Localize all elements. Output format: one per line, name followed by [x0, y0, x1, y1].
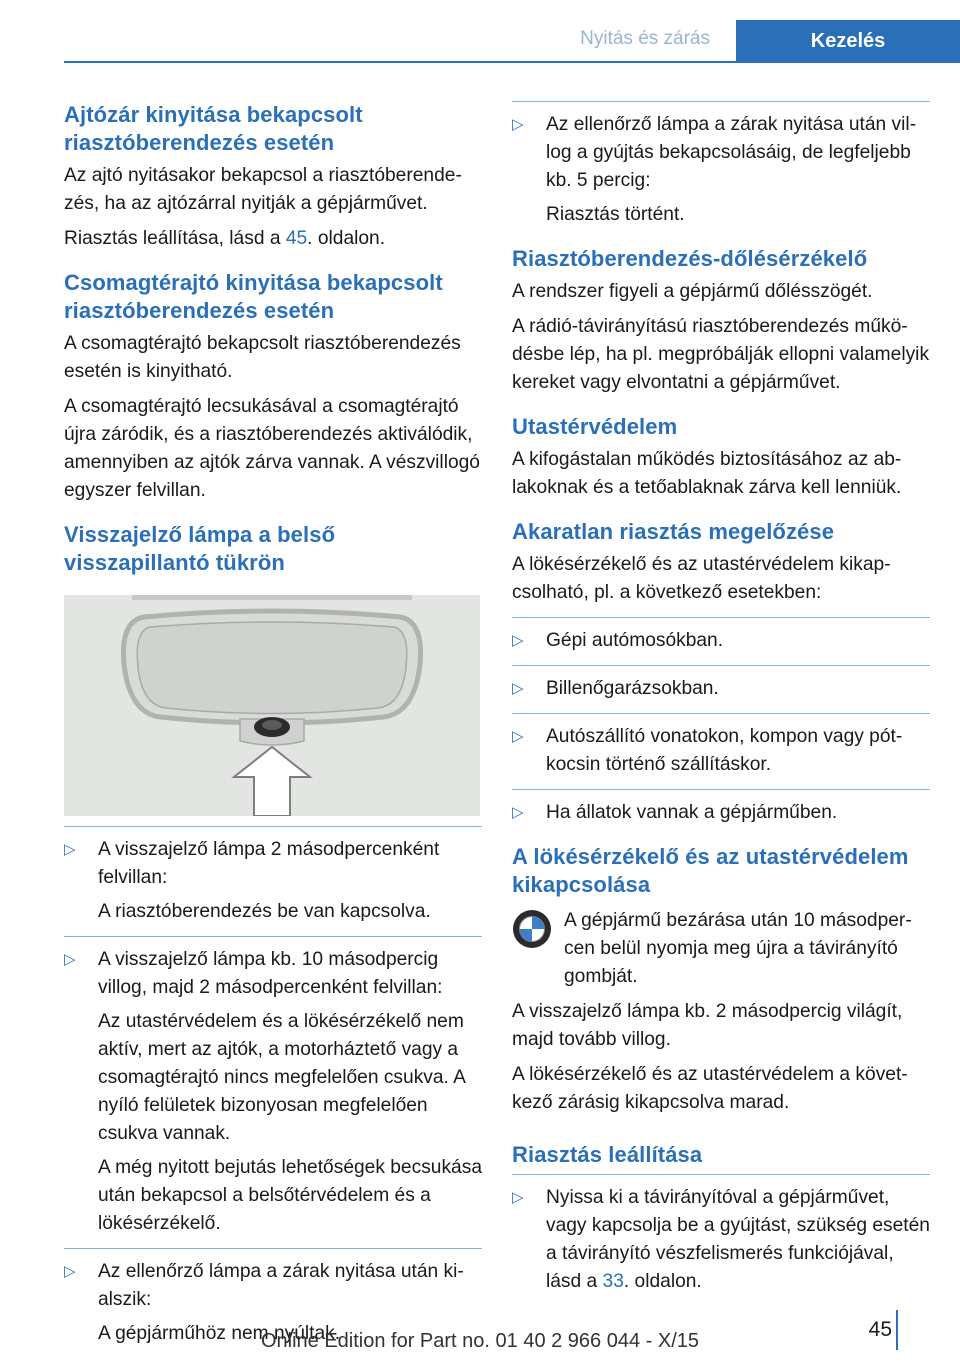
triangle-bullet-icon: ▷ [512, 116, 524, 133]
triangle-bullet-icon: ▷ [512, 632, 524, 649]
section-door-lock [64, 101, 482, 253]
list-item-subtext: Riasztás történt. [546, 204, 685, 225]
paragraph: Az ajtó nyitásakor bekapcsol a riasztóberendezés, ha az ajtózárral nyitják a gépjárművet. [64, 165, 462, 214]
list-item-text: Nyissa ki a távirányítóval a gépjárművet, vagy kapcsolja be a gyújtást, szükség esetén a távirányító vészfelismerés funkciójával, lásd a [546, 1187, 930, 1292]
brand-logo-icon [512, 909, 552, 949]
header-rule [64, 61, 960, 63]
list-item [512, 799, 930, 827]
list-divider [512, 617, 930, 618]
section-title: Csomagtérajtó kinyitása bekapcsolt riasztóberendezés esetén [64, 270, 443, 323]
list-item [64, 836, 482, 937]
section-disable-sensors [512, 843, 930, 1117]
page-number: 45 [868, 1318, 892, 1341]
edition-footer: Online Edition for Part no. 01 40 2 966 044 - X/15 [260, 1330, 700, 1352]
list-item-text: Az ellenőrző lámpa a zárak nyitása után kialszik: [98, 1261, 464, 1310]
list-item-text: A visszajelző lámpa kb. 10 másodpercig villog, majd 2 másodpercenként felvillan: [98, 949, 443, 998]
cases-list [512, 627, 930, 827]
list-item-text: Gépi autómosókban. [546, 630, 724, 651]
paragraph: A rádió-távirányítású riasztóberendezés működésbe lép, ha pl. megpróbálják ellopni valamelyik kereket vagy elvontatni a gépjárművet. [512, 316, 930, 393]
page-link[interactable]: 45 [285, 228, 308, 249]
section-tilt-sensor [512, 245, 930, 397]
list-divider [512, 1174, 930, 1175]
page-link[interactable]: 33 [602, 1271, 624, 1292]
list-item [512, 675, 930, 714]
text: . oldalon. [307, 228, 386, 249]
triangle-bullet-icon: ▷ [512, 680, 524, 697]
paragraph: A lökésérzékelő és az utastérvédelem a következő zárásig kikapcsolva marad. [512, 1064, 908, 1113]
list-item-subtext: A még nyitott bejutás lehetőségek becsukása után bekapcsol a belsőtérvédelem és a lökésérzékelő. [98, 1157, 482, 1234]
section-stop-alarm [512, 1141, 930, 1296]
paragraph: A kifogástalan működés biztosításához az ablakoknak és a tetőablaknak zárva kell lenniük. [512, 449, 902, 498]
paragraph: A csomagtérajtó bekapcsolt riasztóberendezés esetén is kinyitható. [64, 333, 461, 382]
triangle-bullet-icon: ▷ [64, 1263, 76, 1280]
triangle-bullet-icon: ▷ [512, 804, 524, 821]
list-divider [64, 826, 482, 827]
section-title: Riasztás leállítása [512, 1142, 703, 1167]
paragraph: A rendszer figyeli a gépjármű dőlésszögét. [512, 281, 873, 302]
paragraph: A csomagtérajtó lecsukásával a csomagtérajtó újra záródik, és a riasztóberendezés aktiválódik, amennyiben az ajtók zárva vannak. A vészvillogó egyszer felvillan. [64, 396, 480, 501]
header-section-title: Nyitás és zárás [580, 28, 710, 49]
right-column [512, 101, 930, 1302]
triangle-bullet-icon: ▷ [512, 1189, 524, 1206]
list-item-subtext: A gépjárműhöz nem nyúltak. [98, 1323, 341, 1344]
section-title: Utastérvédelem [512, 414, 678, 439]
indicator-list-continued [512, 111, 930, 229]
stop-alarm-list [512, 1184, 930, 1296]
list-divider [64, 1248, 482, 1249]
section-title: A lökésérzékelő és az utastérvédelem kikapcsolása [512, 844, 909, 897]
list-item-subtext: Az utastérvédelem és a lökésérzékelő nem aktív, mert az ajtók, a motorháztető vagy a csomagtérajtó nincs megfelelően csukva. A nyíló felületek bizonyosan megfelelően csukva vannak. [98, 1011, 465, 1144]
list-item-text: Az ellenőrző lámpa a zárak nyitása után villog a gyújtás bekapcsolásáig, de legfeljebb kb. 5 percig: [546, 114, 917, 191]
paragraph: A gépjármű bezárása után 10 másodpercen belül nyomja meg újra a távirányító gombját. [564, 910, 912, 987]
list-item-subtext: A riasztóberendezés be van kapcsolva. [98, 901, 431, 922]
triangle-bullet-icon: ▷ [512, 728, 524, 745]
list-item-text: Billenőgarázsokban. [546, 678, 719, 699]
section-title: Akaratlan riasztás megelőzése [512, 519, 835, 544]
section-title: Riasztóberendezés-dőlésérzékelő [512, 246, 868, 271]
list-divider [512, 101, 930, 102]
list-item-text: . oldalon. [623, 1271, 702, 1292]
list-item [512, 111, 930, 229]
paragraph: A lökésérzékelő és az utastérvédelem kikapcsolható, pl. a következő esetekben: [512, 554, 891, 603]
list-item [512, 1184, 930, 1296]
remote-button-note [512, 907, 930, 991]
list-divider [512, 789, 930, 790]
triangle-bullet-icon: ▷ [64, 841, 76, 858]
indicator-list [64, 836, 482, 1348]
header-chapter-label: Kezelés [810, 30, 886, 52]
mirror-illustration [64, 595, 480, 816]
section-false-alarm [512, 518, 930, 827]
list-item-text: A visszajelző lámpa 2 másodpercenként felvillan: [98, 839, 440, 888]
paragraph: A visszajelző lámpa kb. 2 másodpercig világít, majd tovább villog. [512, 1001, 903, 1050]
list-divider [64, 936, 482, 937]
list-item [512, 723, 930, 790]
section-interior-protection [512, 413, 930, 502]
list-item-text: Autószállító vonatokon, kompon vagy pótkocsin történő szállításkor. [546, 726, 903, 775]
section-title: Visszajelző lámpa a belső visszapillantó tükrön [64, 522, 336, 575]
triangle-bullet-icon: ▷ [64, 951, 76, 968]
list-divider [512, 713, 930, 714]
list-divider [512, 665, 930, 666]
header-chapter-tab [736, 20, 960, 63]
section-title: Ajtózár kinyitása bekapcsolt riasztóberendezés esetén [64, 102, 363, 155]
text: Riasztás leállítása, lásd a [64, 228, 286, 249]
list-item-text: Ha állatok vannak a gépjárműben. [546, 802, 838, 823]
list-item [64, 946, 482, 1249]
section-mirror-indicator [64, 521, 482, 1348]
list-item [512, 627, 930, 666]
rearview-mirror-icon [64, 595, 480, 816]
paragraph-with-link [64, 225, 482, 253]
left-column [64, 101, 482, 1354]
section-tailgate [64, 269, 482, 505]
